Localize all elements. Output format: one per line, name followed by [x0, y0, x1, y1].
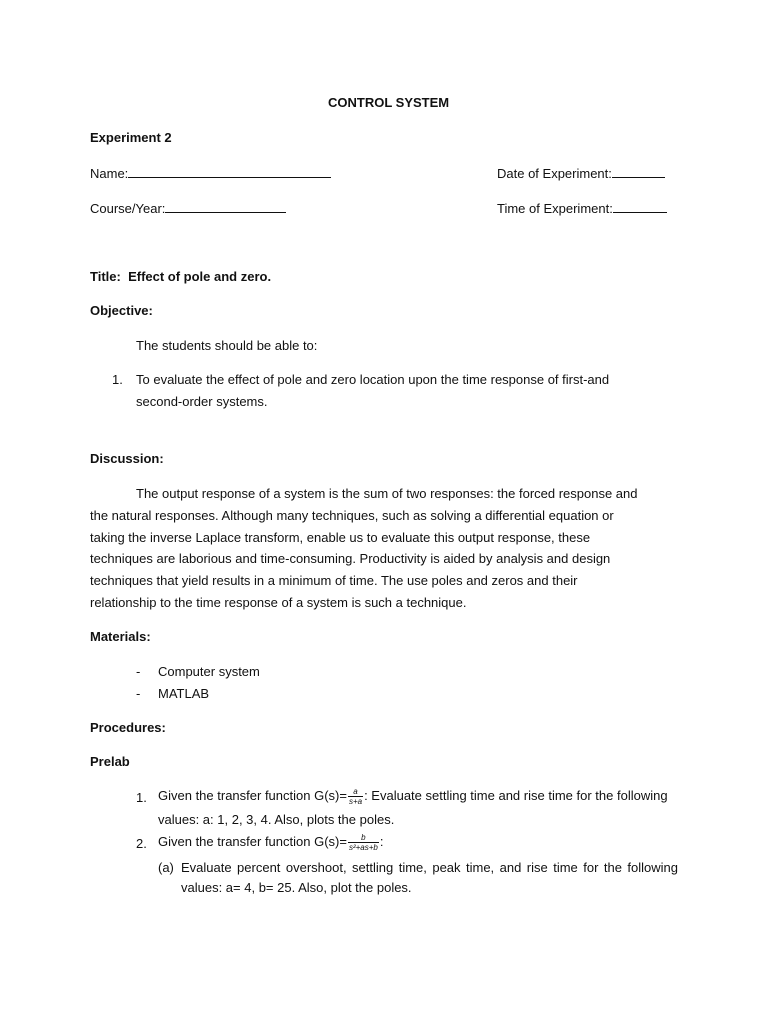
course-field	[90, 200, 286, 216]
date-label: Date of Experiment:	[497, 166, 612, 181]
procedure-1-prefix: Given the transfer function G(s)=	[158, 788, 347, 803]
prelab-heading: Prelab	[90, 754, 130, 769]
procedures-heading: Procedures:	[90, 720, 166, 735]
procedure-2-line1	[158, 831, 383, 853]
name-field	[90, 165, 331, 181]
date-blank	[612, 165, 665, 178]
objective-heading: Objective:	[90, 303, 153, 318]
tf1-denominator: s+a	[348, 797, 363, 807]
procedure-2-number: 2.	[136, 836, 147, 851]
discussion-line-2: the natural responses. Although many techniques, such as solving a differential equation or	[90, 508, 614, 523]
title-line	[90, 269, 271, 284]
procedure-2-suffix: :	[379, 834, 384, 849]
experiment-label: Experiment 2	[90, 130, 172, 145]
objective-item-line1: To evaluate the effect of pole and zero location upon the time response of first-and	[136, 372, 610, 387]
title-text: Effect of pole and zero.	[128, 269, 272, 284]
tf1-numerator: a	[348, 787, 363, 797]
discussion-line-3: taking the inverse Laplace transform, enable us to evaluate this output response, these	[90, 530, 591, 545]
discussion-line-6: relationship to the time response of a system is such a technique.	[90, 595, 467, 610]
procedure-2a-line1: Evaluate percent overshoot, settling time, peak time, and rise time for the following	[181, 860, 678, 875]
transfer-function-1	[348, 787, 363, 806]
tf2-denominator: s²+as+b	[348, 843, 378, 853]
procedure-2a-line2: values: a= 4, b= 25. Also, plot the poles.	[181, 880, 412, 895]
procedure-1-suffix: : Evaluate settling time and rise time for the following	[364, 788, 668, 803]
materials-item-2: MATLAB	[158, 686, 210, 701]
procedure-1-line2: values: a: 1, 2, 3, 4. Also, plots the poles.	[158, 812, 395, 827]
course-label: Course/Year:	[90, 201, 166, 216]
materials-bullet-2: -	[136, 686, 141, 701]
name-label: Name:	[90, 166, 129, 181]
discussion-line-4: techniques are laborious and time-consuming. Productivity is aided by analysis and design	[90, 551, 611, 566]
course-blank	[165, 200, 286, 213]
discussion-line-5: techniques that yield results in a minimum of time. The use poles and zeros and their	[90, 573, 578, 588]
document-title: CONTROL SYSTEM	[328, 95, 450, 110]
materials-bullet-1: -	[136, 664, 141, 679]
materials-item-1: Computer system	[158, 664, 260, 679]
time-field	[497, 200, 667, 216]
title-label: Title:	[90, 269, 121, 284]
time-blank	[613, 200, 667, 213]
tf2-numerator: b	[348, 833, 379, 843]
procedure-1-line1	[158, 785, 668, 807]
objective-item-number: 1.	[112, 372, 123, 387]
time-label: Time of Experiment:	[497, 201, 613, 216]
name-blank	[128, 165, 331, 178]
procedure-2a-label: (a)	[158, 860, 174, 875]
objective-item-line2: second-order systems.	[136, 394, 268, 409]
transfer-function-2	[348, 833, 379, 852]
discussion-line-1: The output response of a system is the sum of two responses: the forced response and	[136, 486, 638, 501]
discussion-heading: Discussion:	[90, 451, 164, 466]
objective-intro: The students should be able to:	[136, 338, 318, 353]
procedure-2-prefix: Given the transfer function G(s)=	[158, 834, 347, 849]
materials-heading: Materials:	[90, 629, 151, 644]
date-field	[497, 165, 665, 181]
procedure-1-number: 1.	[136, 790, 147, 805]
